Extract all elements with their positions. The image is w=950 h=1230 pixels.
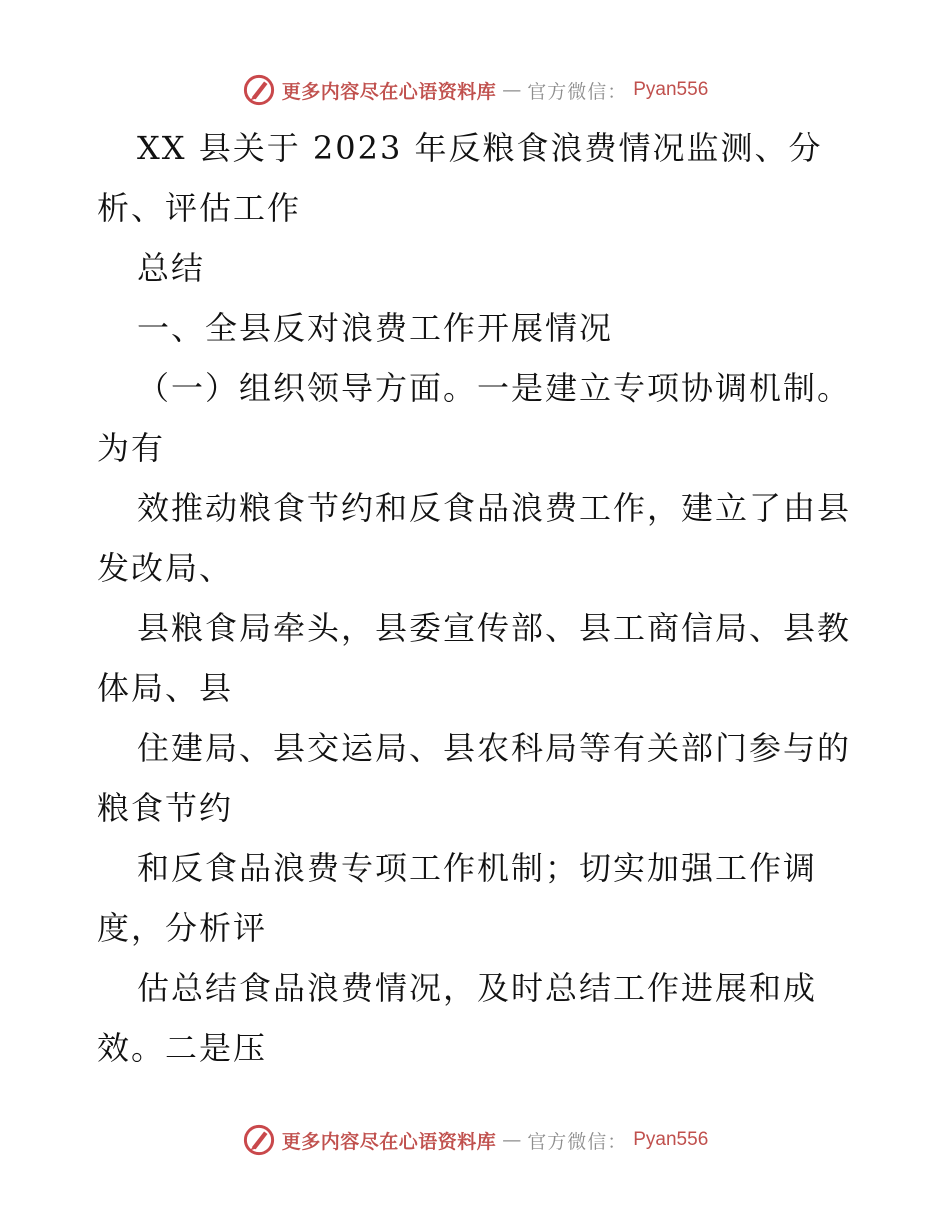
text-line: 和反食品浪费专项工作机制；切实加强工作调 (137, 849, 818, 887)
text-line: 估总结食品浪费情况，及时总结工作进展和成 (137, 969, 818, 1007)
document-body (97, 118, 857, 1078)
banner-text: 更多内容尽在心语资料库 (281, 1130, 497, 1153)
text-line: 一、全县反对浪费工作开展情况 (137, 309, 614, 347)
text-line: 县粮食局牵头，县委宣传部、县工商信局、县教 (137, 609, 852, 647)
banner-sub: 官方微信： (527, 1130, 628, 1153)
pen-logo-icon (242, 1123, 276, 1157)
text-line: 粮食节约 (97, 789, 234, 827)
banner-separator: — (502, 79, 522, 101)
text-line: 为有 (97, 429, 166, 467)
text-line: 效。二是压 (97, 1029, 268, 1067)
text-line: 体局、县 (97, 669, 234, 707)
text-line: 析、评估工作 (97, 189, 302, 227)
text-line: 效推动粮食节约和反食品浪费工作，建立了由县 (137, 489, 852, 527)
banner-wechat: Pyan556 (633, 1129, 709, 1150)
text-line: （一）组织领导方面。一是建立专项协调机制。 (137, 369, 852, 407)
banner-text: 更多内容尽在心语资料库 (281, 80, 497, 103)
banner-sub: 官方微信： (527, 80, 628, 103)
footer-watermark (0, 1120, 950, 1160)
text-line: 发改局、 (97, 549, 234, 587)
pen-logo-icon (242, 73, 276, 107)
banner-separator: — (502, 1129, 522, 1151)
text-line: XX 县关于 2023 年反粮食浪费情况监测、分 (137, 129, 823, 167)
banner-wechat: Pyan556 (633, 79, 709, 100)
text-line: 住建局、县交运局、县农科局等有关部门参与的 (137, 729, 852, 767)
text-line: 总结 (137, 249, 206, 287)
text-line: 度，分析评 (97, 909, 268, 947)
header-watermark (0, 70, 950, 110)
